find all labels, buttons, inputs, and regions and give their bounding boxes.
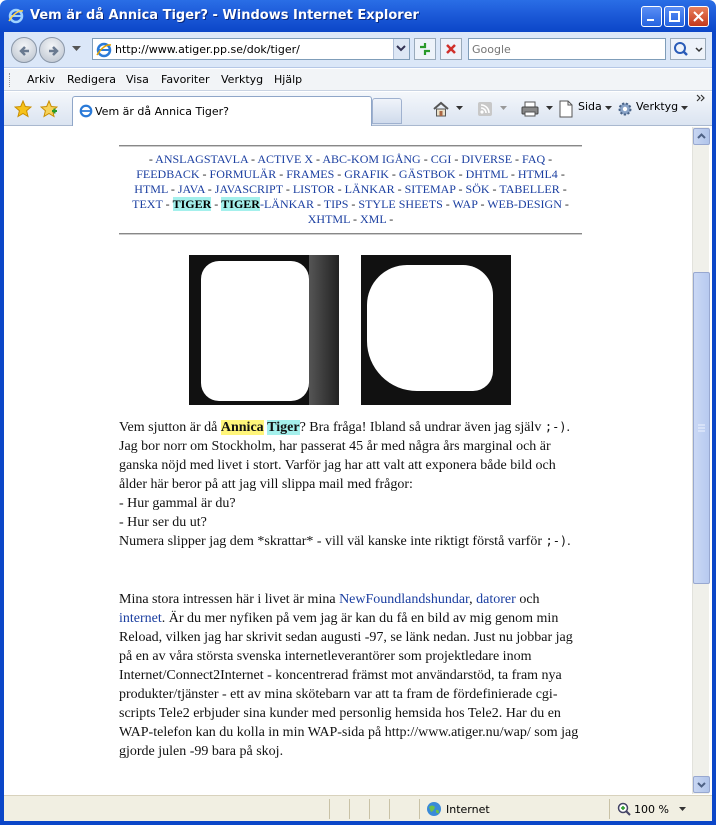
magnifier-icon	[671, 39, 693, 59]
lankar-part: LÄNKAR	[263, 197, 314, 211]
divider-top	[119, 145, 582, 147]
nav-link-diverse[interactable]: DIVERSE	[461, 152, 513, 166]
new-tab-button[interactable]	[372, 98, 402, 124]
intro-text-d: Numera slipper jag dem *skrattar* - vill väl kanske inte riktigt förstå varför	[119, 534, 546, 549]
favorites-star-icon[interactable]	[14, 100, 32, 118]
security-zone-label: Internet	[446, 803, 490, 816]
intro-text-c: . Jag bor norr om Stockholm, har passerat 45 år med några års marginal och är ganska nöjd med livet i stort. Varför jag har att valt att exponera både bild och ålder här beror på att jag vill slippa mail med frågor:	[119, 420, 571, 492]
nav-link-tiger-lankar[interactable]: TIGER-LÄNKAR	[221, 197, 314, 211]
page-menu-label[interactable]: Sida	[578, 100, 602, 113]
feeds-dropdown-icon[interactable]	[500, 106, 507, 111]
menu-bar	[4, 69, 712, 91]
close-button[interactable]	[688, 6, 709, 27]
scroll-down-button[interactable]	[693, 776, 710, 793]
name-first-highlight: Annica	[220, 420, 264, 435]
menu-visa[interactable]: Visa	[126, 73, 149, 86]
forward-arrow-icon	[46, 44, 60, 58]
interests-paragraph	[119, 590, 582, 761]
nav-link-grafik[interactable]: GRAFIK	[344, 167, 389, 181]
intro-text-end: .	[567, 534, 571, 549]
window-frame-bottom	[0, 821, 716, 825]
address-dropdown-button[interactable]	[393, 39, 409, 59]
nav-link-sok[interactable]: SÖK	[465, 182, 490, 196]
divider-bottom	[119, 233, 582, 235]
smiley: ;-)	[545, 534, 568, 548]
zoom-level[interactable]: 100 %	[634, 803, 669, 816]
nav-link-html[interactable]: HTML	[134, 182, 168, 196]
link-newfoundlandshundar[interactable]: NewFoundlandshundar	[339, 592, 470, 607]
vertical-scrollbar[interactable]	[692, 127, 709, 794]
stop-icon	[441, 39, 461, 59]
intro-text-a: Vem sjutton är då	[119, 420, 221, 435]
question-age: - Hur gammal är du?	[119, 496, 236, 511]
nav-link-text[interactable]: TEXT	[132, 197, 163, 211]
nav-link-faq[interactable]: FAQ	[522, 152, 546, 166]
nav-link-lankar[interactable]: LÄNKAR	[344, 182, 395, 196]
nav-link-dhtml[interactable]: DHTML	[465, 167, 508, 181]
back-arrow-icon	[18, 44, 32, 58]
close-icon	[692, 10, 705, 23]
home-dropdown-icon[interactable]	[456, 106, 463, 111]
name-last-highlight: Tiger	[267, 420, 300, 435]
intro-text-b: ? Bra fråga! Ibland så undrar även jag själv	[299, 420, 545, 435]
print-icon[interactable]	[520, 100, 540, 118]
title-bar	[0, 0, 716, 32]
nav-link-tips[interactable]: TIPS	[323, 197, 349, 211]
minimize-button[interactable]	[641, 6, 662, 27]
nav-link-javascript[interactable]: JAVASCRIPT	[214, 182, 283, 196]
nav-link-tabeller[interactable]: TABELLER	[499, 182, 560, 196]
nav-link-style-sheets[interactable]: STYLE SHEETS	[358, 197, 443, 211]
grip-icon	[694, 423, 709, 433]
page-viewport	[4, 127, 692, 794]
intro-paragraph	[119, 418, 582, 551]
link-internet[interactable]: internet	[119, 611, 162, 626]
window-title: Vem är då Annica Tiger? - Windows Internet Explorer	[30, 8, 419, 23]
refresh-button[interactable]	[414, 38, 436, 60]
interests-and: och	[515, 592, 540, 607]
photo-redaction	[367, 265, 493, 391]
nav-link-abc-kom-igang[interactable]: ABC-KOM IGÅNG	[322, 152, 421, 166]
status-separator	[329, 799, 330, 819]
tiger-highlight: TIGER	[221, 197, 260, 211]
nav-link-listor[interactable]: LISTOR	[292, 182, 335, 196]
link-datorer[interactable]: datorer	[476, 592, 516, 607]
address-bar[interactable]	[92, 38, 410, 60]
portrait-photo-2	[361, 255, 511, 405]
question-looks: - Hur ser du ut?	[119, 515, 207, 530]
page-dropdown-icon[interactable]	[605, 106, 612, 111]
nav-link-html4[interactable]: HTML4	[517, 167, 558, 181]
interests-text-b: . Är du mer nyfiken på vem jag är kan du få en bild av mig genom min Reload, vilken jag har skrivit sedan augusti -97, se länk nedan. Just nu jobbar jag på en av våra största svenska internetleverantörer som projektledare inom Internet/Connect2Internet - koncentrerad främst mot användarstöd, ta fram nya produkter/tjänster - ett av mina skötebarn var att ta fram de fördefinierade cgi-scripts Tele2 erbjuder sina kunder med personlig hemsida hos Tele2. Har du en WAP-telefon kan du kolla in min WAP-sida på http://www.atiger.nu/wap/ som jag gjorde julen -99 bara på skoj.	[119, 611, 579, 759]
portrait-photo-1	[189, 255, 339, 405]
forward-button[interactable]	[39, 37, 65, 63]
menu-arkiv[interactable]: Arkiv	[27, 73, 55, 86]
scroll-thumb[interactable]	[693, 272, 710, 584]
tools-menu-label[interactable]: Verktyg	[636, 100, 679, 113]
add-favorite-icon[interactable]	[40, 100, 58, 118]
status-separator	[369, 799, 370, 819]
nav-link-sitemap[interactable]: SITEMAP	[404, 182, 456, 196]
nav-link-xhtml[interactable]: XHTML	[307, 212, 350, 226]
back-button[interactable]	[11, 37, 37, 63]
gear-icon[interactable]	[616, 100, 634, 118]
status-separator	[419, 799, 420, 819]
search-box[interactable]	[468, 38, 666, 60]
chevron-down-icon	[694, 777, 709, 792]
tab-bar	[4, 92, 712, 126]
menu-grip	[9, 73, 11, 87]
stop-button[interactable]	[440, 38, 462, 60]
recent-pages-dropdown-icon[interactable]	[72, 46, 81, 52]
maximize-button[interactable]	[664, 6, 685, 27]
globe-icon	[426, 801, 442, 817]
site-navigation: - ANSLAGSTAVLA - ACTIVE X - ABC-KOM IGÅNG - CGI - DIVERSE - FAQ - FEEDBACK - FORMULÄR - FRAMES - GRAFIK - GÄSTBOK - DHTML - HTML4 - HTML - JAVA - JAVASCRIPT - LISTOR - LÄNKAR - SITEMAP - SÖK - TABELLER - TEXT - TIGER - TIGER-LÄNKAR - TIPS - STYLE SHEETS - WAP - WEB-DESIGN - XHTML - XML -	[132, 152, 569, 226]
nav-link-xml[interactable]: XML	[359, 212, 387, 226]
scroll-up-button[interactable]	[693, 128, 710, 145]
page-icon	[79, 104, 93, 118]
refresh-icon	[415, 39, 435, 59]
photo-background	[309, 255, 339, 405]
chevron-more-icon[interactable]	[696, 94, 706, 102]
window-frame-right	[712, 32, 716, 825]
search-button[interactable]	[670, 38, 706, 60]
nav-link-wap[interactable]: WAP	[452, 197, 478, 211]
nav-link-active-x[interactable]: ACTIVE X	[257, 152, 314, 166]
status-separator	[349, 799, 350, 819]
page-icon	[96, 42, 112, 58]
menu-redigera[interactable]: Redigera	[67, 73, 116, 86]
nav-link-feedback[interactable]: FEEDBACK	[136, 167, 200, 181]
print-dropdown-icon[interactable]	[546, 106, 553, 111]
minimize-icon	[645, 10, 658, 23]
menu-hjalp[interactable]: Hjälp	[274, 73, 303, 86]
maximize-icon	[668, 10, 681, 23]
ie-logo-icon	[8, 8, 24, 24]
search-input[interactable]	[472, 40, 662, 58]
chevron-down-icon	[394, 39, 408, 57]
menu-favoriter[interactable]: Favoriter	[161, 73, 210, 86]
status-separator	[609, 799, 610, 819]
chevron-up-icon	[694, 129, 709, 144]
search-options-chevron-icon	[695, 39, 703, 59]
interests-comma: ,	[469, 592, 477, 607]
zoom-icon[interactable]	[616, 801, 632, 817]
status-separator	[389, 799, 390, 819]
nav-link-formular[interactable]: FORMULÄR	[209, 167, 277, 181]
tools-dropdown-icon[interactable]	[681, 106, 688, 111]
status-bar	[4, 795, 712, 821]
tab-current[interactable]	[72, 96, 372, 126]
nav-link-gastbok[interactable]: GÄSTBOK	[398, 167, 456, 181]
zoom-dropdown-icon[interactable]	[679, 807, 686, 812]
page-menu-icon[interactable]	[558, 100, 574, 118]
tab-label: Vem är då Annica Tiger?	[95, 105, 229, 118]
address-url[interactable]: http://www.atiger.pp.se/dok/tiger/	[115, 43, 300, 56]
nav-link-anslagstavla[interactable]: ANSLAGSTAVLA	[155, 152, 248, 166]
feeds-icon[interactable]	[476, 100, 494, 118]
nav-link-java[interactable]: JAVA	[177, 182, 205, 196]
nav-link-tiger[interactable]: TIGER	[172, 197, 212, 211]
menu-verktyg[interactable]: Verktyg	[221, 73, 264, 86]
navigation-bar	[4, 32, 712, 68]
photo-redaction	[201, 261, 309, 401]
nav-link-frames[interactable]: FRAMES	[286, 167, 335, 181]
home-icon[interactable]	[432, 100, 450, 118]
nav-link-web-design[interactable]: WEB-DESIGN	[487, 197, 562, 211]
nav-link-cgi[interactable]: CGI	[430, 152, 452, 166]
interests-text-a: Mina stora intressen här i livet är mina	[119, 592, 340, 607]
smiley: ;-)	[544, 420, 567, 434]
